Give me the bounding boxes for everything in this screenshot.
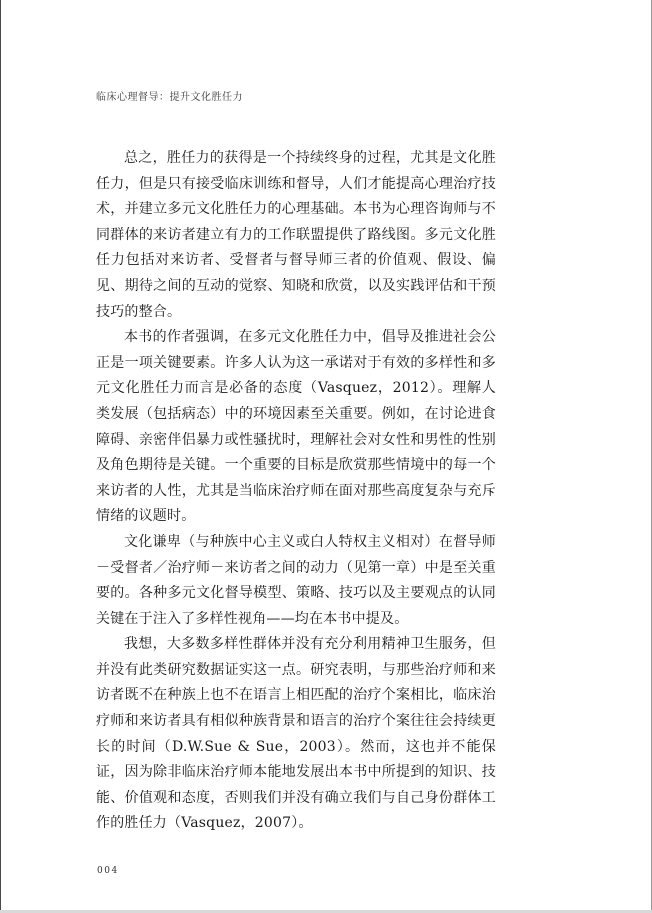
- body-text: [96, 146, 496, 837]
- running-header: 临床心理督导：提升文化胜任力: [96, 92, 243, 103]
- paragraph-3: 文化谦卑（与种族中心主义或白人特权主义相对）在督导师－受督者／治疗师－来访者之间的动力（见第一章）中是至关重要的。各种多元文化督导模型、策略、技巧以及主要观点的认同关键在于注入了多样性视角——均在本书中提及。: [96, 533, 496, 627]
- paragraph-1: 总之，胜任力的获得是一个持续终身的过程，尤其是文化胜任力，但是只有接受临床训练和督导，人们才能提高心理治疗技术，并建立多元文化胜任力的心理基础。本书为心理咨询师与不同群体的来访者建立有力的工作联盟提供了路线图。多元文化胜任力包括对来访者、受督者与督导师三者的价值观、假设、偏见、期待之间的互动的觉察、知晓和欣赏，以及实践评估和干预技巧的整合。: [96, 150, 496, 320]
- paragraph-2: 本书的作者强调，在多元文化胜任力中，倡导及推进社会公正是一项关键要素。许多人认为这一承诺对于有效的多样性和多元文化胜任力而言是必备的态度（Vasquez，2012）。理解人类发展（包括病态）中的环境因素至关重要。例如，在讨论进食障碍、亲密伴侣暴力或性骚扰时，理解社会对女性和男性的性别及角色期待是关键。一个重要的目标是欣赏那些情境中的每一个来访者的人性，尤其是当临床治疗师在面对那些高度复杂与充斥情绪的议题时。: [96, 329, 496, 525]
- page-number: 004: [97, 866, 119, 876]
- paragraph-4: 我想，大多数多样性群体并没有充分利用精神卫生服务，但并没有此类研究数据证实这一点。研究表明，与那些治疗师和来访者既不在种族上也不在语言上相匹配的治疗个案相比，临床治疗师和来访者具有相似种族背景和语言的治疗个案往往会持续更长的时间（D.W.Sue & Sue，2003）。然而，这也并不能保证，因为除非临床治疗师本能地发展出本书中所提到的知识、技能、价值观和态度，否则我们并没有确立我们与自己身份群体工作的胜任力（Vasquez，2007）。: [96, 636, 496, 832]
- page-edge-left: [0, 0, 1, 913]
